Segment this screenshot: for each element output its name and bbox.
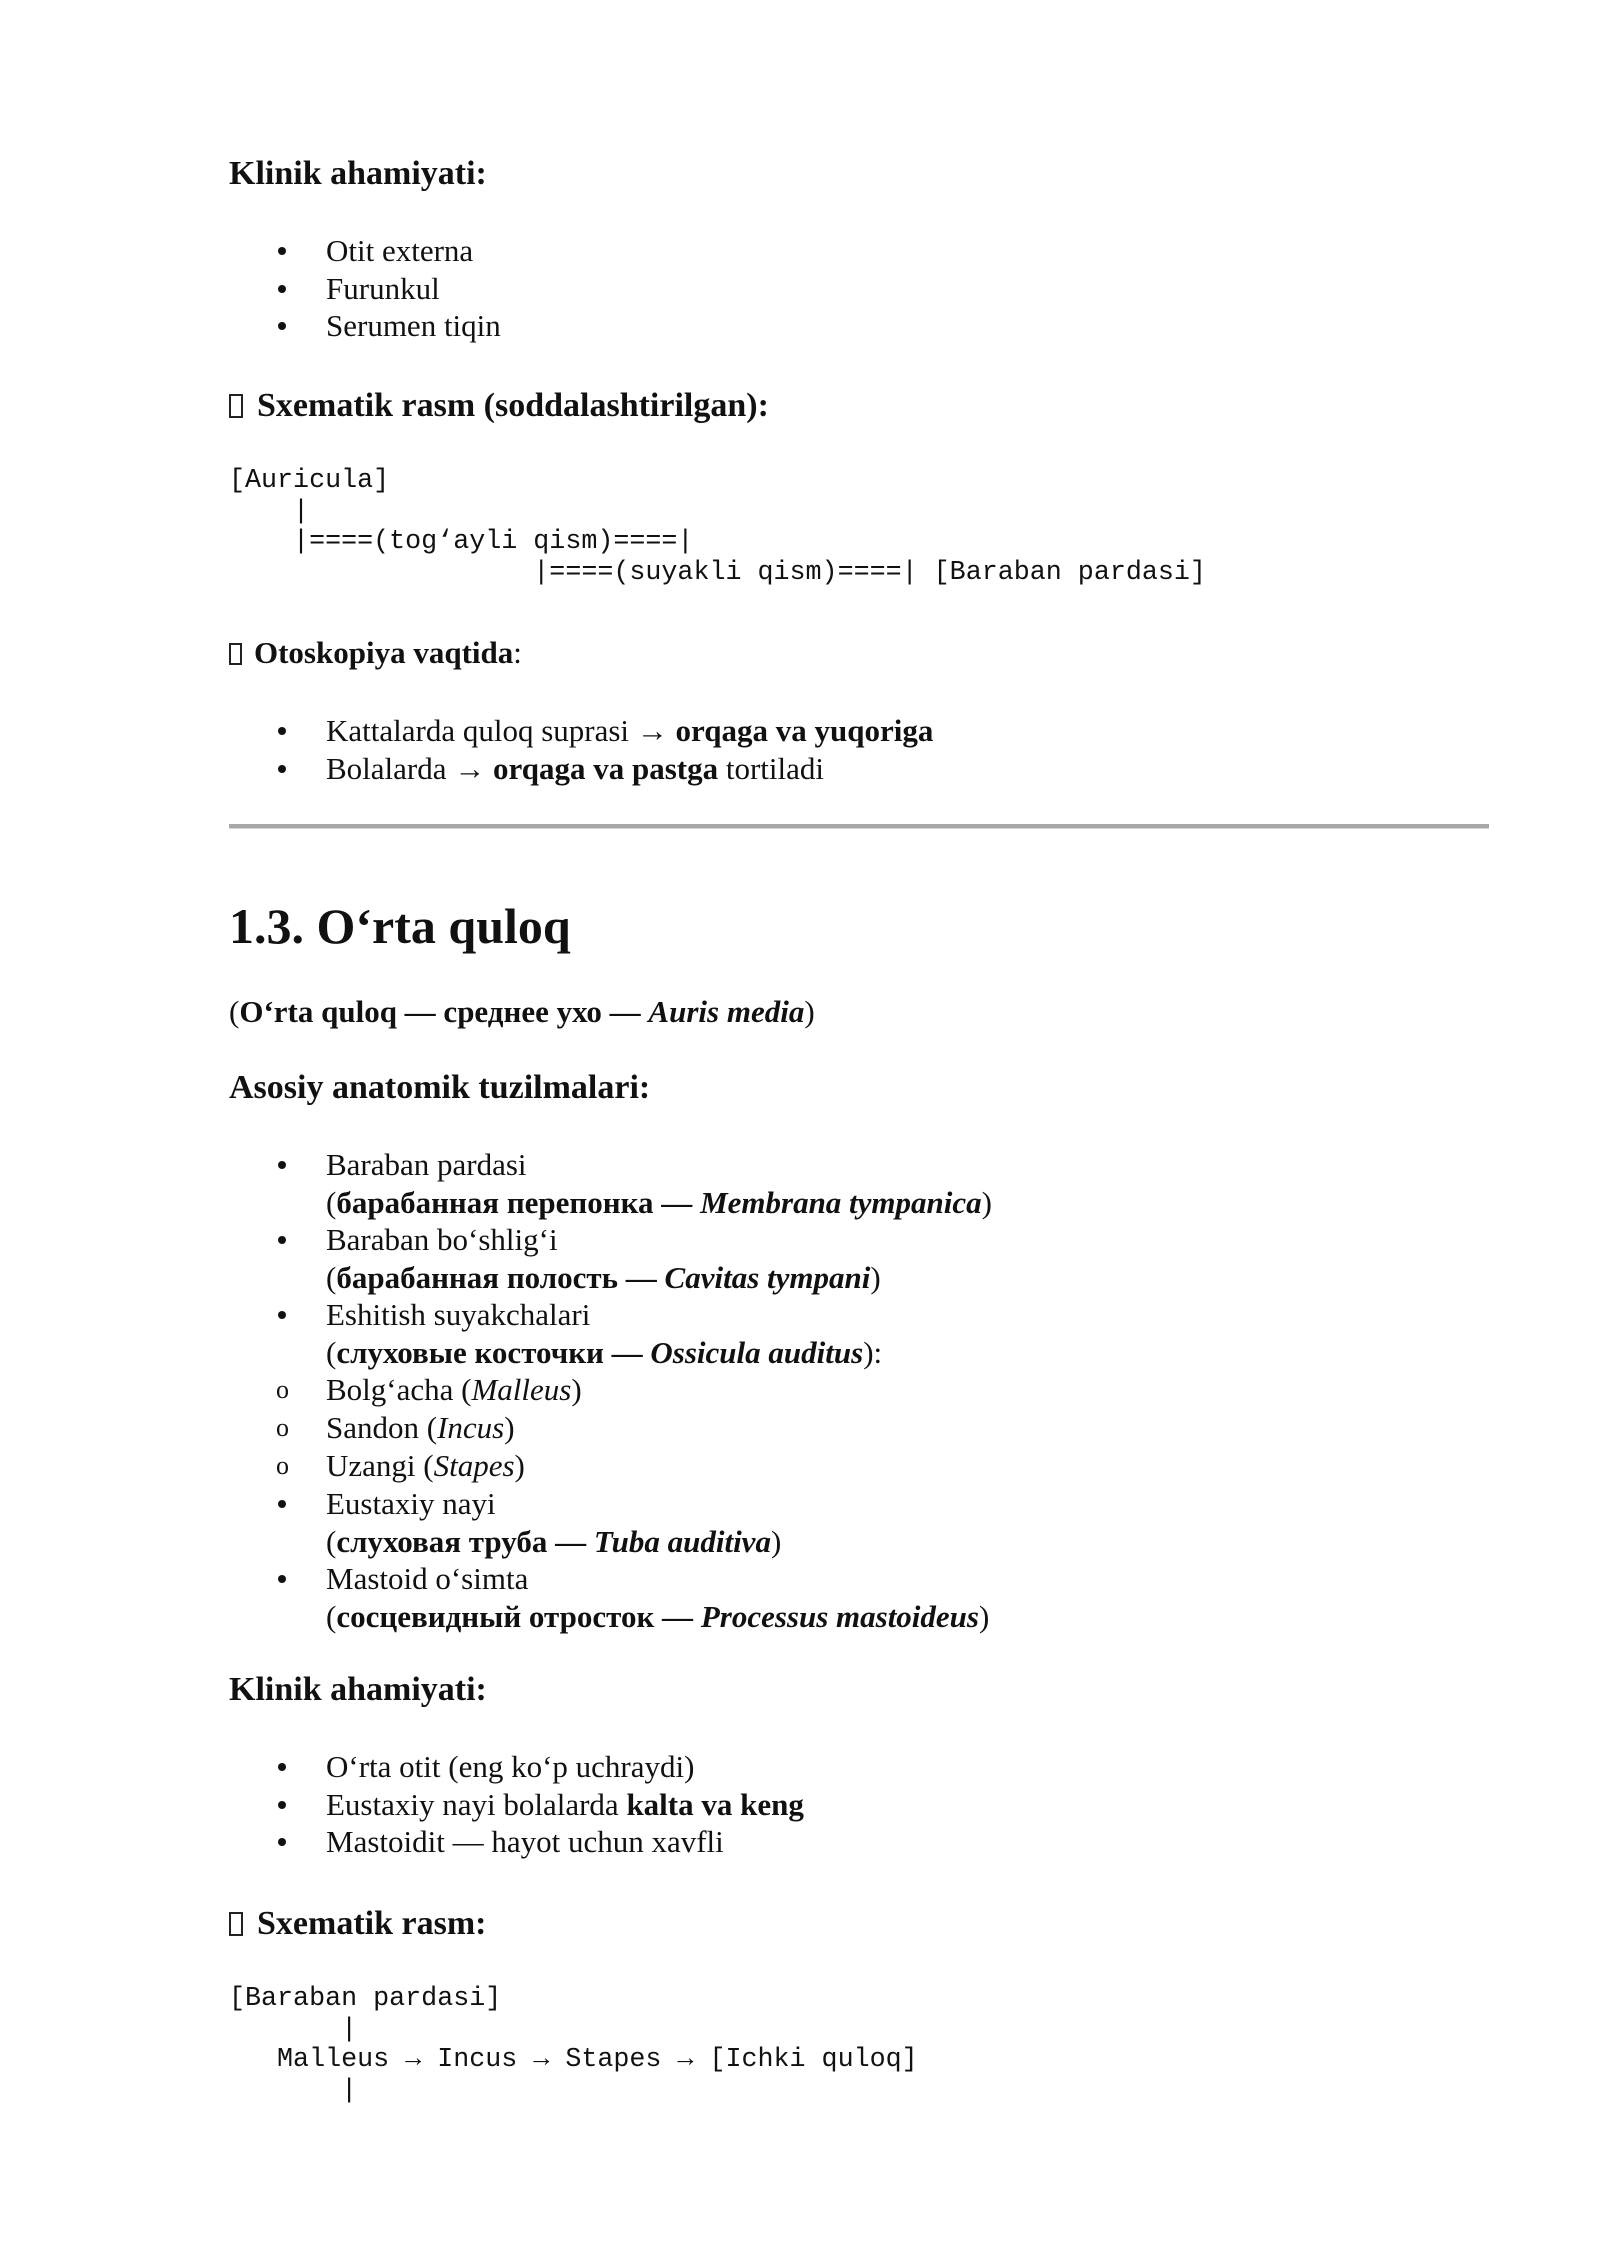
item-text: O‘rta otit (eng ko‘p uchraydi): [326, 1749, 695, 1784]
russian-term: барабанная полость —: [336, 1259, 665, 1295]
list-item: [229, 1485, 992, 1560]
ossicle-name: Uzangi: [326, 1448, 424, 1483]
paren: ): [804, 994, 815, 1029]
paren: ): [770, 1523, 782, 1559]
item-text: tortiladi: [718, 750, 824, 786]
latin-term: Tuba auditiva: [593, 1523, 771, 1559]
ossicle-name: Bolg‘acha: [326, 1372, 462, 1407]
structure-translation: (слуховая труба — Tuba auditiva): [326, 1523, 782, 1559]
latin-term: Membrana tympanica: [700, 1184, 982, 1220]
scheme-heading: [229, 386, 769, 426]
latin-term: Ossicula auditus: [650, 1334, 864, 1370]
sub-list-item: o Sandon (Incus): [229, 1409, 992, 1447]
item-text: Kattalarda quloq suprasi →: [326, 713, 676, 748]
horizontal-rule: [229, 824, 1489, 829]
russian-term: сосцевидный отросток —: [336, 1598, 701, 1634]
structures-list: [229, 1146, 992, 1635]
otoscopy-list: [229, 712, 933, 787]
structure-name: Baraban pardasi: [326, 1147, 527, 1182]
sub-list-item: o Bolg‘acha (Malleus): [229, 1371, 992, 1409]
list-item: [229, 750, 933, 788]
structure-translation: (сосцевидный отросток — Processus mastoideus): [326, 1598, 990, 1634]
list-item: [229, 712, 933, 750]
item-bold: orqaga va yuqoriga: [675, 713, 934, 748]
structure-translation: (барабанная перепонка — Membrana tympanica): [326, 1184, 992, 1220]
clinical-heading-2: Klinik ahamiyati:: [229, 1671, 487, 1708]
item-bold: orqaga va pastga: [493, 750, 719, 786]
ossicles-diagram: [Baraban pardasi] | Malleus → Incus → Stapes → [Ichki quloq] |: [229, 1984, 918, 2106]
structure-translation: (слуховые косточки — Ossicula auditus):: [326, 1334, 883, 1370]
item-bold: kalta va keng: [626, 1786, 804, 1822]
scheme-diagram: [Auricula] | |====(tog‘ayli qism)====| |====(suyakli qism)====| [Baraban pardasi]: [229, 466, 1206, 588]
structure-name: Baraban bo‘shlig‘i: [326, 1222, 558, 1257]
subtitle-bold: O‘rta quloq — среднее ухо —: [239, 994, 649, 1029]
scheme-heading-2: [229, 1904, 486, 1944]
list-item: [229, 1146, 992, 1221]
list-item: [229, 1560, 992, 1635]
sub-list-item: o Uzangi (Stapes): [229, 1447, 992, 1485]
paren: ): [978, 1598, 990, 1634]
list-item: Otit externa: [229, 232, 501, 270]
structure-name: Eshitish suyakchalari: [326, 1297, 591, 1332]
subtitle-latin: Auris media: [648, 994, 805, 1029]
scheme-heading-text: Sxematik rasm:: [257, 1905, 487, 1942]
ossicles-list: [229, 1371, 992, 1485]
list-item: Furunkul: [229, 270, 501, 308]
otoscopy-heading-text: Otoskopiya vaqtida: [254, 635, 514, 670]
item-text: Bolalarda →: [326, 750, 494, 786]
russian-term: слуховые косточки —: [336, 1334, 651, 1370]
latin-term: Cavitas tympani: [664, 1259, 871, 1295]
clinical-heading: Klinik ahamiyati:: [229, 155, 487, 192]
list-item: [229, 1296, 992, 1485]
section-title: 1.3. O‘rta quloq: [229, 898, 571, 954]
russian-term: слуховая труба —: [336, 1523, 594, 1559]
clinical-list-2: [229, 1748, 804, 1861]
otoscopy-heading: [229, 634, 522, 672]
latin-term: Processus mastoideus: [700, 1598, 979, 1634]
otoscopy-colon: :: [513, 635, 522, 670]
scheme-heading-text: Sxematik rasm (soddalashtirilgan):: [257, 387, 769, 424]
structure-name: Eustaxiy nayi: [326, 1486, 496, 1521]
item-text: Mastoidit — hayot uchun xavfli: [326, 1824, 724, 1859]
section-subtitle: [229, 993, 815, 1031]
latin-term: Incus: [437, 1410, 505, 1445]
missing-glyph-icon: [229, 1912, 243, 1936]
latin-term: Stapes: [433, 1448, 515, 1483]
russian-term: барабанная перепонка —: [336, 1184, 701, 1220]
list-item: Serumen tiqin: [229, 307, 501, 345]
paren: (: [229, 994, 240, 1029]
item-text: Eustaxiy nayi bolalarda: [326, 1786, 627, 1822]
structure-name: Mastoid o‘simta: [326, 1561, 529, 1596]
ossicle-name: Sandon: [326, 1410, 427, 1445]
structure-translation: (барабанная полость — Cavitas tympani): [326, 1259, 881, 1295]
list-item: [229, 1748, 804, 1786]
list-item: [229, 1823, 804, 1861]
paren: ): [981, 1184, 992, 1220]
missing-glyph-icon: [229, 394, 243, 418]
clinical-list: [229, 232, 501, 345]
list-item: [229, 1221, 992, 1296]
latin-term: Malleus: [471, 1372, 572, 1407]
paren: ): [870, 1259, 881, 1295]
paren: ):: [863, 1334, 883, 1370]
missing-glyph-icon: [229, 643, 242, 665]
list-item: [229, 1786, 804, 1824]
anatomy-heading: Asosiy anatomik tuzilmalari:: [229, 1069, 651, 1106]
